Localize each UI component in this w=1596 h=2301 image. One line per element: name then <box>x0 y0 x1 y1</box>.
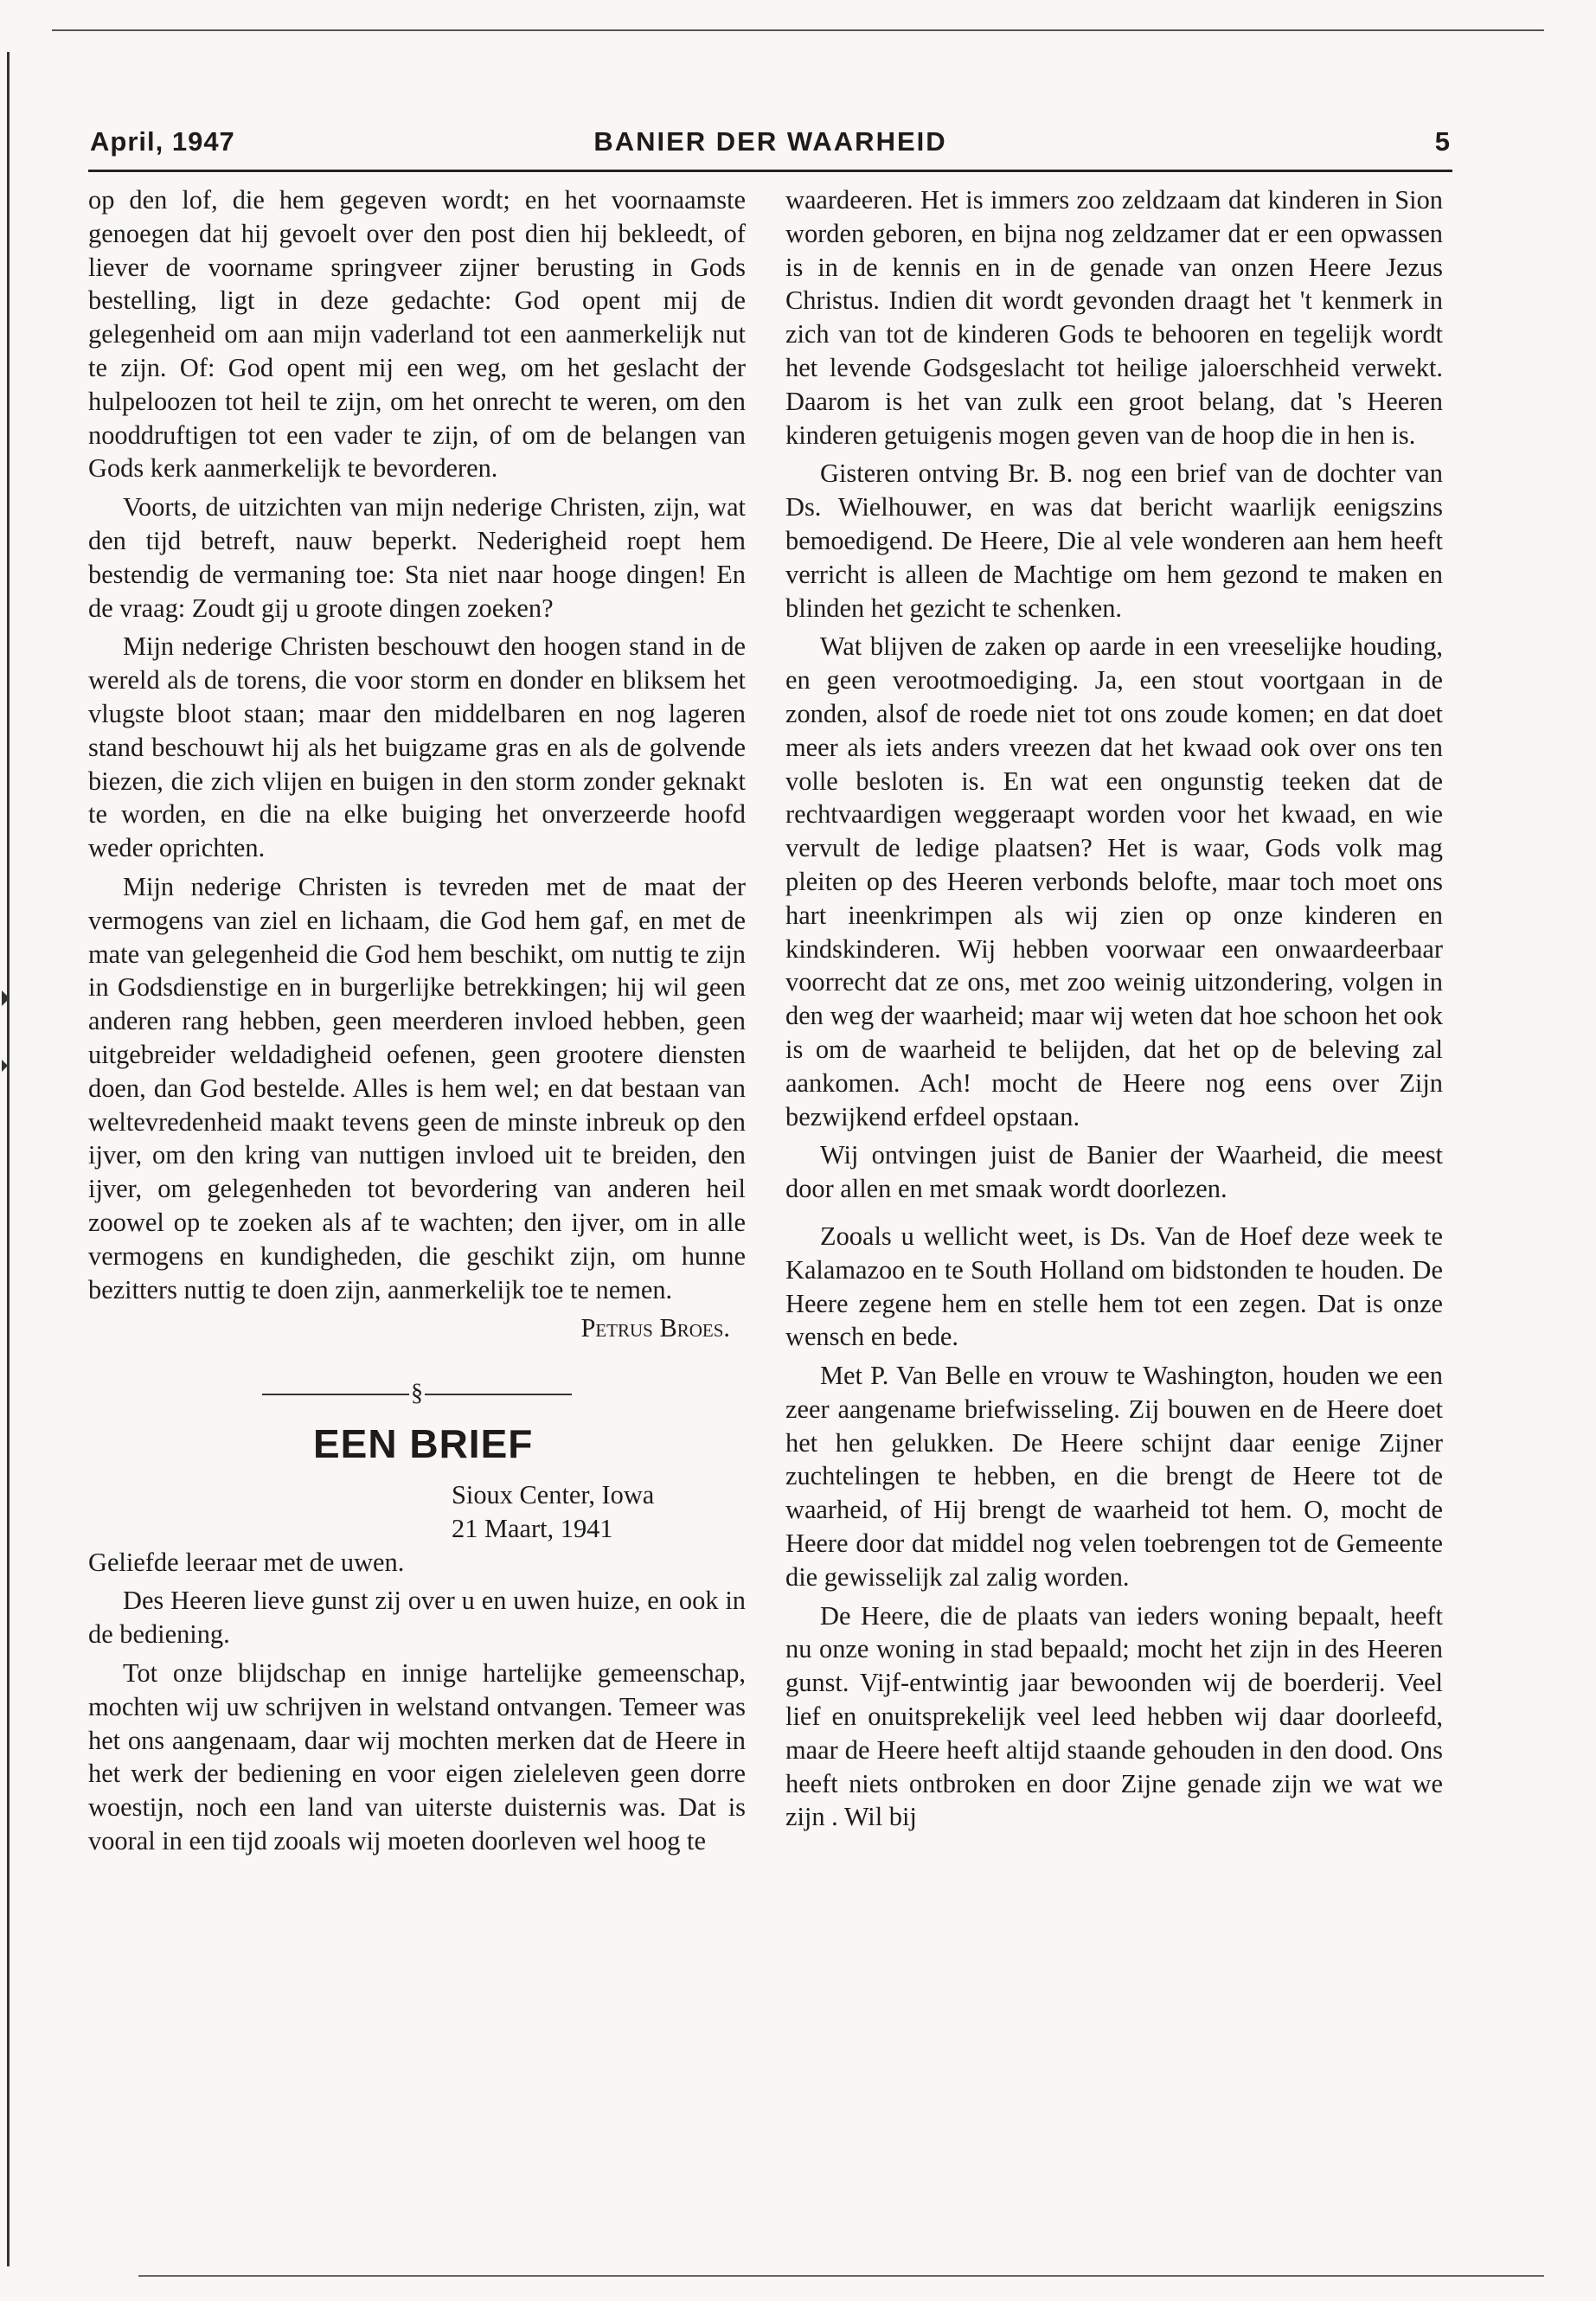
page-number: 5 <box>1434 126 1451 157</box>
periodical-title: BANIER DER WAARHEID <box>593 126 947 157</box>
scan-left-edge <box>7 52 10 2266</box>
issue-date: April, 1947 <box>90 126 235 157</box>
binding-mark-small <box>2 1060 8 1072</box>
article-title: EEN BRIEF <box>313 1421 534 1467</box>
paragraph: Voorts, de uitzichten van mijn nederige Christen, zijn, wat den tijd betreft, nauw beperkt. Nederigheid roept hem bestendig de vermaning toe: Sta niet naar hooge dingen! En de vraag: Zoudt gij u groote dingen zoeken? <box>88 492 746 623</box>
paragraph: op den lof, die hem gegeven wordt; en het voornaamste genoegen dat hij gevoelt over den post dien hij bekleedt, of liever de voorname springveer zijner berusting in Gods bestelling, ligt in deze gedachte: God opent mij de gelegenheid om aan mijn vaderland tot een aanmerkelijk nut te zijn. Of: God opent mij een weg, om het geslacht der hulpeloozen tot heil te zijn, om het onrecht te weren, om den nooddruftigen tot een vader te zijn, of om de belangen van Gods kerk aanmerkelijk te bevorderen. <box>88 185 746 484</box>
paragraph: Mijn nederige Christen beschouwt den hoogen stand in de wereld als de torens, die voor storm en donder en bliksem het vlugste bloot staan; maar den middelbaren en nog lageren stand beschouwt hij als het buigzame gras en als de golvende biezen, die zich vlijen en buigen in den storm zonder geknakt te worden, en die na elke buiging het onverzeerde hoofd weder oprichten. <box>88 631 746 863</box>
divider-rule <box>262 1394 409 1395</box>
section-sign: § <box>411 1380 423 1407</box>
scan-top-rule <box>52 29 1544 31</box>
scan-bottom-rule <box>138 2275 1544 2277</box>
paragraph: Gisteren ontving Br. B. nog een brief van de dochter van Ds. Wielhouwer, en was dat bericht waarlijk eenigszins bemoedigend. De Heere, Die al vele wonderen aan hem heeft verricht is alleen de Machtige om hem gezond te maken en blinden het gezicht te schenken. <box>785 458 1443 623</box>
paragraph: Met P. Van Belle en vrouw te Washington, houden we een zeer aangename briefwisseling. Zij bouwen en de Heere doet het hen gelukken. De Heere schijnt daar eenige Zijner zuchtelingen te hebben, en die brengt de Heere tot de waarheid, of Hij brengt de waarheid tot hem. O, mocht de Heere door dat middel nog velen toebrengen tot de Gemeente die gewisselijk zal zalig worden. <box>785 1361 1443 1592</box>
paragraph: Wat blijven de zaken op aarde in een vreeselijke houding, en geen verootmoediging. Ja, een stout voortgaan in de zonden, alsof de roede niet tot ons zoude komen; en dat doet meer als iets anders vreezen dat het kwaad ook over ons ten volle besloten is. En wat een ongunstig teeken dat de rechtvaardigen weggeraapt worden voor het kwaad, en wie vervult de ledige plaatsen? Het is waar, Gods volk mag pleiten op des Heeren verbonds belofte, maar toch moet ons hart ineenkrimpen als wij zien op onze kinderen en kindskinderen. Wij hebben voorwaar een onwaardeerbaar voorrecht dat ze ons, met zoo weinig uitzondering, volgen in den weg der waarheid; maar wij weten dat hoe schoon het ook is om de waarheid te belijden, dat het op de beleving zal aankomen. Ach! mocht de Heere nog eens over Zijn bezwijkend erfdeel opstaan. <box>785 631 1443 1131</box>
section-divider <box>88 1376 746 1411</box>
paragraph: waardeeren. Het is immers zoo zeldzaam dat kinderen in Sion worden geboren, en bijna nog zeldzamer dat er een opwassen is in de kennis en in de genade van onzen Heere Jezus Christus. Indien dit wordt gevonden draagt het 't kenmerk in zich van tot de kinderen Gods te behooren en tegelijk wordt het levende Godsgeslacht tot heilige jaloerschheid verwekt. Daarom is het van zulk een groot belang, dat 's Heeren kinderen getuigenis mogen geven van de hoop die in hen is. <box>785 185 1443 450</box>
paragraph: De Heere, die de plaats van ieders woning bepaalt, heeft nu onze woning in stad bepaald; mocht het zijn in des Heeren gunst. Vijf-entwintig jaar bewoonden wij de boerderij. Veel lief en onuitsprekelijk veel leed hebben wij daar doorleefd, maar de Heere heeft altijd staande gehouden in den dood. Ons heeft niets ontbroken en door Zijne genade zijn we wat we zijn . Wil bij <box>785 1600 1443 1832</box>
letter-salutation: Geliefde leeraar met de uwen. <box>88 1547 405 1577</box>
header-rule <box>88 170 1452 172</box>
divider-rule <box>425 1394 572 1395</box>
paragraph: Tot onze blijdschap en innige hartelijke gemeenschap, mochten wij uw schrijven in welstand ontvangen. Temeer was het ons aangenaam, daar wij mochten merken dat de Heere in het werk der bediening en voor eigen zieleleven geen dorre woestijn, noch een land van uiterste duisternis was. Dat is vooral in een tijd zooals wij moeten doorleven wel hoog te <box>88 1658 746 1856</box>
letter-date: 21 Maart, 1941 <box>452 1513 613 1543</box>
letter-place: Sioux Center, Iowa <box>452 1480 655 1510</box>
binding-mark <box>2 990 10 1006</box>
right-column <box>785 183 1443 1839</box>
paragraph: Des Heeren lieve gunst zij over u en uwen huize, en ook in de bediening. <box>88 1586 746 1650</box>
paragraph: Mijn nederige Christen is tevreden met de maat der vermogens van ziel en lichaam, die God hem gaf, en met de mate van gelegenheid die God hem beschikt, om nuttig te zijn in Godsdienstige en in burgerlijke betrekkingen; hij wil geen anderen rang hebben, geen meerderen invloed hebben, geen uitgebreider weldadigheid oefenen, geen grootere diensten doen, dan God bestelde. Alles is hem wel; en dat bestaan van weltevredenheid maakt tevens geen de minste inbreuk op den ijver, om den kring van nuttigen invloed uit te breiden, den ijver, om gelegenheden tot bevordering van anderen heil zoowel op te zoeken als af te wachten; den ijver, om in alle vermogens en kundigheden, die geschikt zijn, om hunne bezitters nuttig te doen zijn, aanmerkelijk toe te nemen. <box>88 871 746 1304</box>
left-column <box>88 183 746 1863</box>
running-header <box>90 126 1451 164</box>
author-signature: Petrus Broes. <box>580 1313 730 1343</box>
paragraph: Zooals u wellicht weet, is Ds. Van de Hoef deze week te Kalamazoo en te South Holland om bidstonden te houden. De Heere zegene hem en stelle hem tot een zegen. Dat is onze wensch en bede. <box>785 1221 1443 1352</box>
paragraph: Wij ontvingen juist de Banier der Waarheid, die meest door allen en met smaak wordt doorlezen. <box>785 1140 1443 1204</box>
